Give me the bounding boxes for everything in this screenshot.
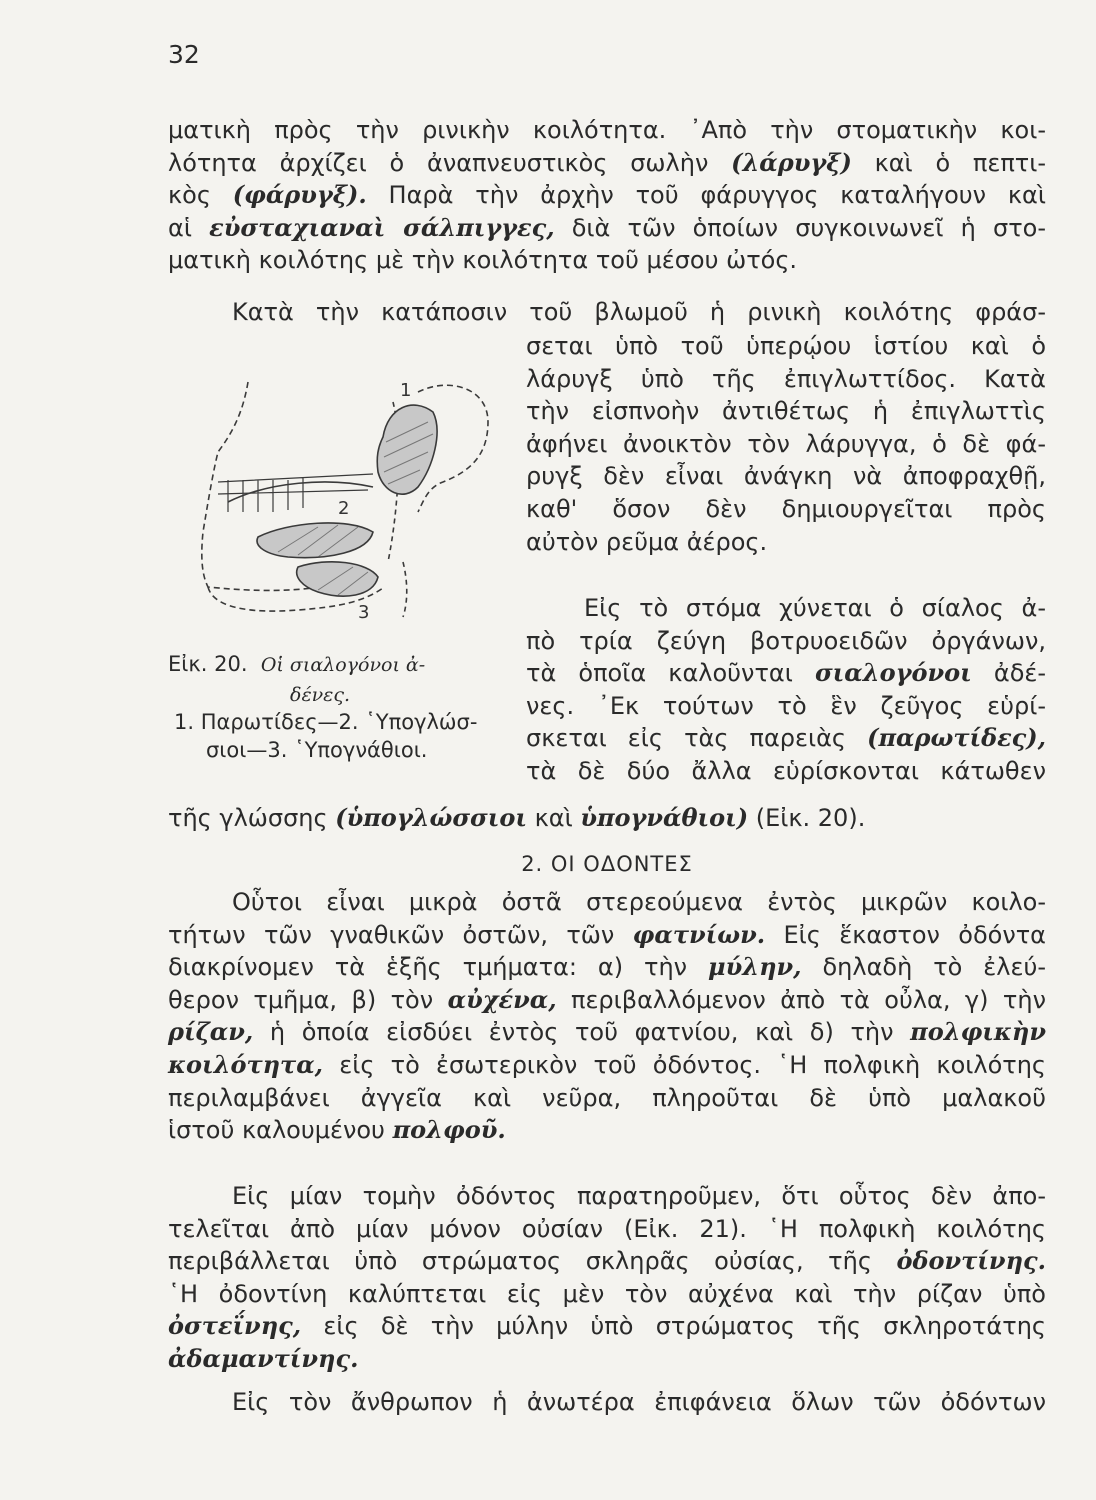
paragraph2_narrow-line [526, 460, 1046, 492]
text-span: αἱ [168, 213, 210, 242]
paragraph2_narrow-line [526, 363, 1046, 395]
text-span: ρυγξ δὲν εἶναι ἀνάγκη νὰ ἀποφραχθῇ, [526, 462, 1046, 491]
parotid-gland [377, 405, 437, 494]
paragraph-2-first-line: Κατὰ τὴν κατάποσιν τοῦ βλωμοῦ ἡ ρινικὴ κοιλότης φράσ- [232, 298, 1046, 326]
figure-label-2: 2 [338, 498, 350, 519]
text-span: εἰς τὸ ἐσωτερικὸν τοῦ ὀδόντος. ῾Η πολφικὴ κοιλότης [323, 1051, 1046, 1079]
text-span: πὸ τρία ζεύγη βοτρυοειδῶν ὀργάνων, [526, 626, 1046, 655]
text-span: διακρίνομεν τὰ ἑξῆς τμήματα: α) τὴν [168, 953, 709, 982]
text-span: πολφικὴν [910, 1017, 1046, 1047]
text-span: σιαλογόνοι [814, 658, 972, 688]
text-span: τελεῖται ἀπὸ μίαν μόνον οὐσίαν (Εἰκ. 21). ῾Η πολφικὴ κοιλότης [168, 1214, 1046, 1243]
section-heading: 2. ΟΙ ΟΔΟΝΤΕΣ [521, 852, 693, 876]
text-span: Παρὰ τὴν ἀρχὴν τοῦ φάρυγγος καταλήγουν καὶ [366, 181, 1046, 210]
text-span: Εἰς μίαν τομὴν ὀδόντος παρατηροῦμεν, ὅτι οὗτος δὲν ἀπο- [232, 1182, 1046, 1210]
paragraph2_narrow-line [526, 428, 1046, 460]
paragraph4-line [168, 951, 1046, 983]
figure-caption-line-4: σιοι—3. ῾Υπογνάθιοι. [206, 738, 428, 762]
paragraph3_narrow-line [526, 722, 1046, 754]
text-span: ἀδέ- [971, 659, 1047, 688]
text-span: λότητα ἀρχίζει ὁ ἀναπνευστικὸς σωλὴν [168, 148, 732, 177]
text-span: φατνίων. [632, 919, 766, 949]
text-span: ὀστεΐνης, [168, 1311, 302, 1341]
text-span: σκεται εἰς τὰς παρειὰς [526, 724, 868, 753]
text-span: εἰς δὲ τὴν μύλην ὑπὸ στρώματος τῆς σκληροτάτης [301, 1312, 1046, 1341]
text-span: ματικὴ πρὸς τὴν ρινικὴν κοιλότητα. ᾿Απὸ τὴν στοματικὴν κοι- [168, 116, 1046, 144]
paragraph2_narrow-line [526, 395, 1046, 427]
text-span: δηλαδὴ τὸ ἐλεύ- [801, 953, 1046, 982]
text-span: αὐτὸν ρεῦμα ἀέρος. [526, 527, 768, 556]
text-span: καθ' ὅσον δὲν δημιουργεῖται πρὸς [526, 495, 1046, 523]
paragraph1-line [168, 212, 1046, 244]
text-span: ἱστοῦ καλουμένου [168, 1116, 393, 1145]
text-span: (λάρυγξ) [731, 147, 852, 177]
figure-label-3: 3 [358, 602, 370, 623]
text-span: (παρωτίδες), [867, 723, 1046, 753]
paragraph1-line [168, 179, 1046, 211]
paragraph4-line [168, 1016, 1046, 1048]
text-span: τῆς γλώσσης [168, 804, 336, 832]
paragraph5-line [168, 1278, 1046, 1310]
text-span: σεται ὑπὸ τοῦ ὑπερῴου ἱστίου καὶ ὁ [526, 332, 1046, 360]
text-span: (ὑπογλώσσιοι [335, 803, 527, 832]
text-span: Οὗτοι εἶναι μικρὰ ὀστᾶ στερεούμενα ἐντὸς μικρῶν κοιλο- [232, 888, 1046, 916]
text-span: μύλην, [708, 952, 802, 982]
text-span: εὐσταχιαναὶ σάλπιγγες, [209, 212, 555, 242]
text-span: λάρυγξ ὑπὸ τῆς ἐπιγλωττίδος. Κατὰ [526, 364, 1046, 393]
paragraph4-line [168, 984, 1046, 1016]
text-span: (φάρυγξ). [232, 180, 367, 210]
paragraph3-last-line [168, 802, 1046, 834]
paragraph4-line [168, 1082, 1046, 1114]
text-span: τὰ δὲ δύο ἄλλα εὑρίσκονται κάτωθεν [526, 757, 1046, 785]
figure-label-1: 1 [400, 380, 412, 401]
text-span: Εἰς ἕκαστον ὀδόντα [765, 920, 1046, 949]
text-span: τὰ ὁποῖα καλοῦνται [526, 659, 815, 688]
text-span: Εἰς τὸν ἄνθρωπον ἡ ἀνωτέρα ἐπιφάνεια ὅλων τῶν ὀδόντων [232, 1388, 1046, 1416]
paragraph5-line [168, 1245, 1046, 1277]
paragraph5-line [168, 1213, 1046, 1245]
paragraph1-line [168, 114, 1046, 146]
paragraph3_narrow-line [584, 592, 1046, 624]
text-span: Εἰς τὸ στόμα χύνεται ὁ σίαλος ἀ- [584, 594, 1046, 622]
paragraph1-line [168, 244, 1046, 276]
text-span: περιλαμβάνει ἀγγεῖα καὶ νεῦρα, πληροῦται δὲ ὑπὸ μαλακοῦ [168, 1083, 1046, 1112]
paragraph2_narrow-line [526, 330, 1046, 362]
paragraph5-line [232, 1180, 1046, 1212]
text-span: ἡ ὁποία εἰσδύει ἐντὸς τοῦ φατνίου, καὶ δ) τὴν [253, 1018, 911, 1047]
text-span: (Εἰκ. 20). [748, 804, 866, 832]
text-span: ὀδοντίνης. [896, 1246, 1046, 1276]
text-span: τήτων τῶν γναθικῶν ὀστῶν, τῶν [168, 920, 633, 949]
text-span: διὰ τῶν ὁποίων συγκοινωνεῖ ἡ στο- [554, 213, 1047, 242]
paragraph3_narrow-line [526, 657, 1046, 689]
paragraph3_narrow-line [526, 755, 1046, 787]
paragraph3_narrow-line [526, 625, 1046, 657]
text-span: ἀφήνει ἀνοικτὸν τὸν λάρυγγα, ὁ δὲ φά- [526, 429, 1046, 458]
salivary-glands-figure [188, 362, 498, 632]
paragraph4-line [168, 1049, 1046, 1081]
text-span: ἀδαμαντίνης. [168, 1344, 359, 1373]
text-span: ῾Η ὀδοντίνη καλύπτεται εἰς μὲν τὸν αὐχένα καὶ τὴν ρίζαν ὑπὸ [168, 1279, 1046, 1308]
paragraph2_narrow-line [526, 493, 1046, 525]
paragraph3_narrow-line [526, 690, 1046, 722]
paragraph5-line [168, 1310, 1046, 1342]
paragraph2_narrow-line [526, 526, 1046, 558]
text-span: κοιλότητα, [168, 1050, 324, 1079]
text-span: κὸς [168, 181, 233, 210]
text-span: περιβάλλεται ὑπὸ στρώματος σκληρᾶς οὐσίας, τῆς [168, 1247, 897, 1276]
figure-caption-line-2: δένες. [290, 684, 351, 706]
figure-caption-line-3: 1. Παρωτίδες—2. ῾Υπογλώσ- [174, 710, 478, 734]
text-span: νες. ᾿Εκ τούτων τὸ ἓν ζεῦγος εὑρί- [526, 691, 1046, 720]
text-span: καὶ ὁ πεπτι- [851, 148, 1046, 177]
figure-caption-line-1: Εἰκ. 20. Οἱ σιαλογόνοι ἀ- [168, 652, 426, 676]
text-span: περιβαλλόμενον ἀπὸ τὰ οὖλα, γ) τὴν [556, 985, 1046, 1014]
text-span: τὴν εἰσπνοὴν ἀντιθέτως ἡ ἐπιγλωττὶς [526, 397, 1046, 426]
face-outline [202, 382, 338, 590]
text-span: θερον τμῆμα, β) τὸν [168, 985, 448, 1014]
paragraph1-line [168, 147, 1046, 179]
paragraph4-line [168, 919, 1046, 951]
paragraph5-line [168, 1343, 1046, 1375]
text-span: αὐχένα, [447, 984, 557, 1014]
teeth-row [218, 474, 373, 512]
sublingual-gland [257, 523, 373, 558]
page-number: 32 [168, 40, 200, 69]
text-span: πολφοῦ. [392, 1115, 506, 1145]
paragraph4-line [232, 886, 1046, 918]
paragraph4-line [168, 1114, 1046, 1146]
text-span: ρίζαν, [168, 1017, 254, 1047]
text-span: ματικὴ κοιλότης μὲ τὴν κοιλότητα τοῦ μέσου ὠτός. [168, 246, 798, 275]
paragraph6-line [232, 1386, 1046, 1418]
text-span: ὑπογνάθιοι) [580, 803, 749, 832]
submandibular-gland [297, 562, 378, 596]
text-span: καὶ [526, 804, 581, 832]
